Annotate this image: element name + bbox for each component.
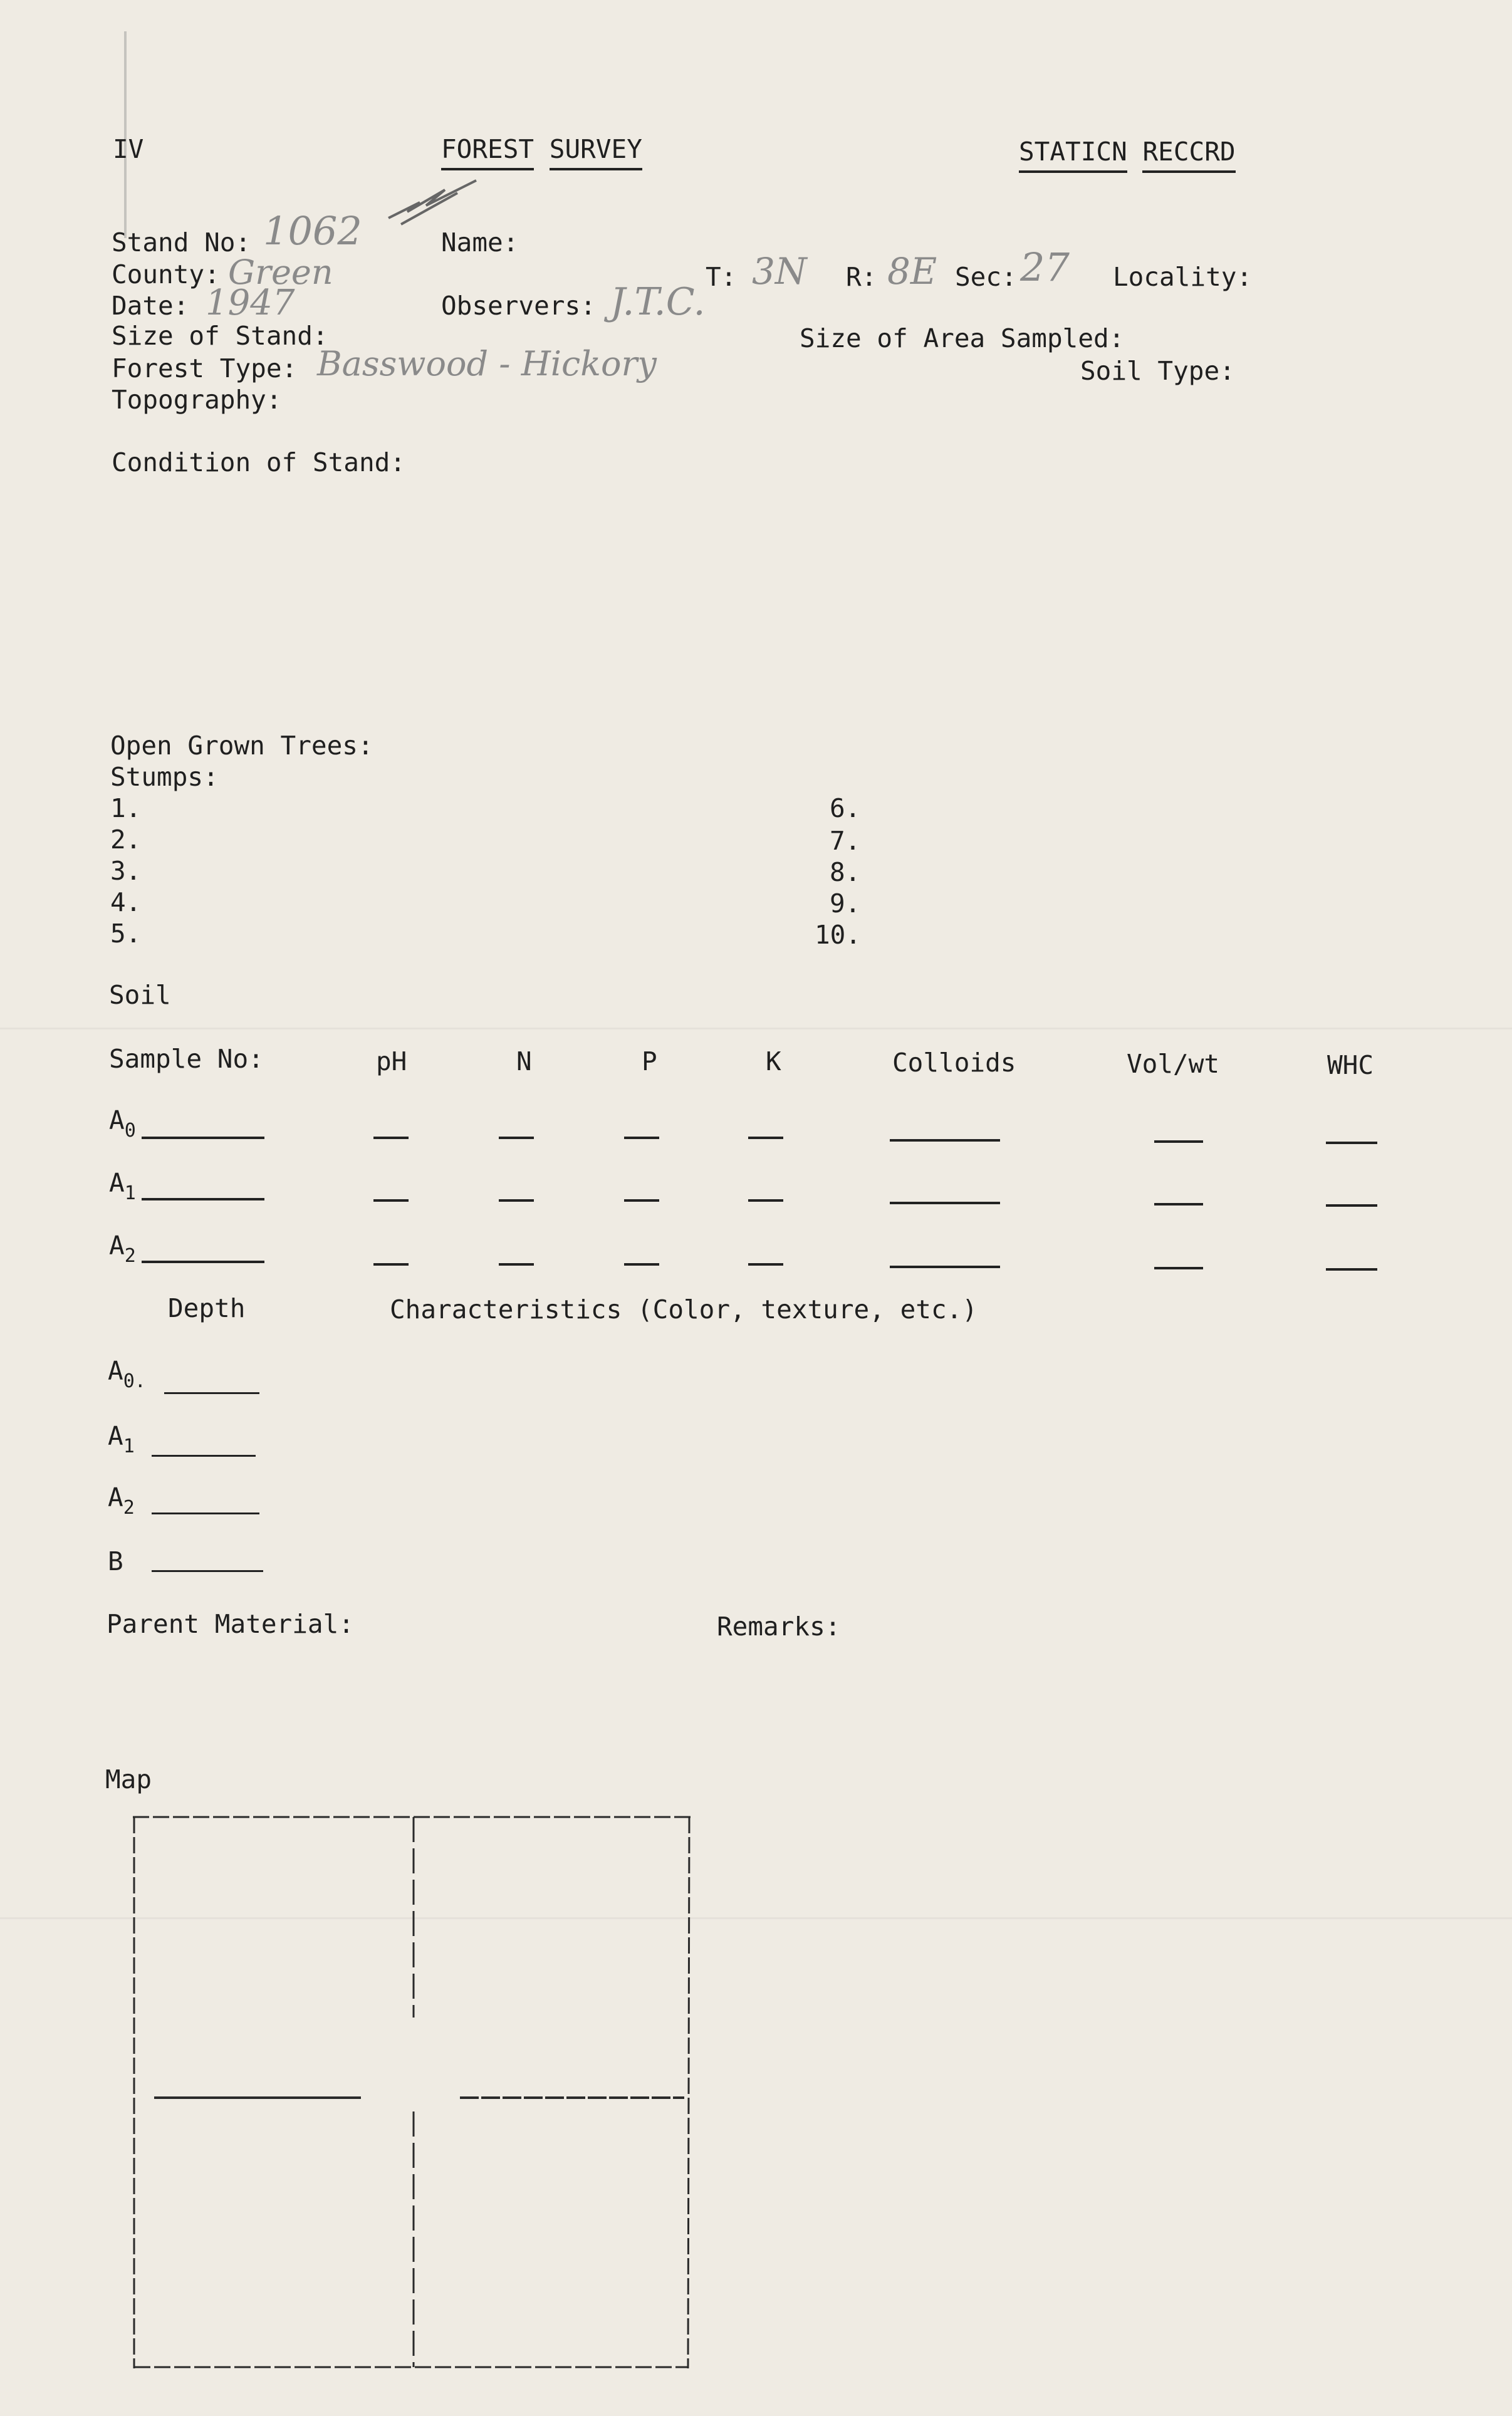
forest-type-label: Forest Type: <box>112 353 298 383</box>
sample-row-label: $A_0$ <box>109 1105 136 1142</box>
paper-fold <box>0 1028 1512 1029</box>
date-value: 1947 <box>206 283 295 323</box>
stump-number: 6. <box>830 793 861 823</box>
column-header-vol-wt: Vol/wt <box>1127 1049 1220 1079</box>
name-label: Name: <box>441 227 519 258</box>
blank-line <box>373 1137 409 1139</box>
blank-line <box>1326 1204 1377 1207</box>
sample-row-label: $A_1$ <box>109 1168 136 1204</box>
stump-number: 7. <box>830 826 861 856</box>
range-label: R: <box>846 262 877 292</box>
column-header-k: K <box>766 1046 781 1076</box>
depth-row-label: $A_1$ <box>108 1421 135 1457</box>
depth-row-label: $A_2$ <box>108 1482 135 1519</box>
remarks-label: Remarks: <box>717 1612 841 1642</box>
depth-row-label: B <box>108 1546 123 1576</box>
parent-material-label: Parent Material: <box>107 1609 354 1639</box>
open-grown-label: Open Grown Trees: <box>110 731 373 761</box>
blank-line <box>624 1199 659 1202</box>
county-label: County: <box>112 259 220 289</box>
observers-label: Observers: <box>441 291 596 321</box>
stand-no-label: Stand No: <box>112 227 251 258</box>
blank-line <box>499 1199 534 1202</box>
forest-type-value: Basswood - Hickory <box>317 344 657 383</box>
condition-label: Condition of Stand: <box>112 447 405 477</box>
blank-line <box>1326 1142 1377 1144</box>
stump-number: 3. <box>110 856 142 886</box>
stump-number: 8. <box>830 857 861 887</box>
column-header-p: P <box>642 1046 657 1076</box>
blank-line <box>890 1139 1000 1142</box>
blank-line <box>152 1455 256 1457</box>
stump-number: 2. <box>110 825 142 855</box>
blank-line <box>142 1137 264 1139</box>
blank-line <box>142 1261 264 1263</box>
soil-heading: Soil <box>109 980 171 1010</box>
blank-line <box>748 1199 783 1202</box>
record-title: STATICN RECCRD <box>1019 139 1236 165</box>
stump-number: 5. <box>110 919 142 949</box>
stump-number: 4. <box>110 887 142 917</box>
county-value: Green <box>228 253 333 292</box>
range-value: 8E <box>887 250 937 293</box>
township-label: T: <box>706 262 737 292</box>
stump-number: 1. <box>110 793 142 823</box>
scribble-mark <box>382 168 501 237</box>
section-value: 27 <box>1020 244 1070 290</box>
blank-line <box>499 1137 534 1139</box>
blank-line <box>373 1199 409 1202</box>
blank-line <box>890 1266 1000 1268</box>
blank-line <box>624 1263 659 1266</box>
blank-line <box>1326 1268 1377 1271</box>
blank-line <box>624 1137 659 1139</box>
soil-type-label: Soil Type: <box>1080 356 1235 386</box>
blank-line <box>1154 1140 1203 1143</box>
blank-line <box>152 1570 263 1572</box>
stumps-label: Stumps: <box>110 762 219 792</box>
section-number: IV <box>113 134 144 164</box>
observers-value: J.T.C. <box>610 280 706 324</box>
characteristics-label: Characteristics (Color, texture, etc.) <box>390 1294 978 1325</box>
blank-line <box>152 1513 259 1514</box>
depth-row-label: $A_{0.}$ <box>108 1356 146 1392</box>
blank-line <box>499 1263 534 1266</box>
blank-line <box>748 1263 783 1266</box>
blank-line <box>164 1392 259 1394</box>
stump-number: 9. <box>830 888 861 919</box>
stand-no-value: 1062 <box>263 208 362 254</box>
stump-number: 10. <box>815 920 862 950</box>
township-value: 3N <box>752 250 807 293</box>
column-header-sample-no: Sample No: <box>109 1044 264 1074</box>
sample-row-label: $A_2$ <box>109 1231 136 1267</box>
blank-line <box>748 1137 783 1139</box>
blank-line <box>1154 1203 1203 1205</box>
blank-line <box>142 1198 264 1200</box>
column-header-n: N <box>516 1046 532 1076</box>
topography-label: Topography: <box>112 385 282 415</box>
column-header-whc: WHC <box>1327 1050 1374 1080</box>
form-title: FOREST SURVEY <box>441 137 642 162</box>
blank-line <box>373 1263 409 1266</box>
size-of-area-label: Size of Area Sampled: <box>800 323 1125 353</box>
size-of-stand-label: Size of Stand: <box>112 321 328 351</box>
blank-line <box>1154 1267 1203 1269</box>
column-header-ph: pH <box>376 1046 407 1076</box>
depth-label: Depth <box>168 1293 246 1323</box>
date-label: Date: <box>112 291 189 321</box>
map-grid <box>125 1804 702 2381</box>
column-header-colloids: Colloids <box>892 1048 1016 1078</box>
section-label: Sec: <box>955 262 1017 292</box>
blank-line <box>890 1202 1000 1204</box>
map-label: Map <box>105 1764 152 1794</box>
locality-label: Locality: <box>1113 262 1253 292</box>
